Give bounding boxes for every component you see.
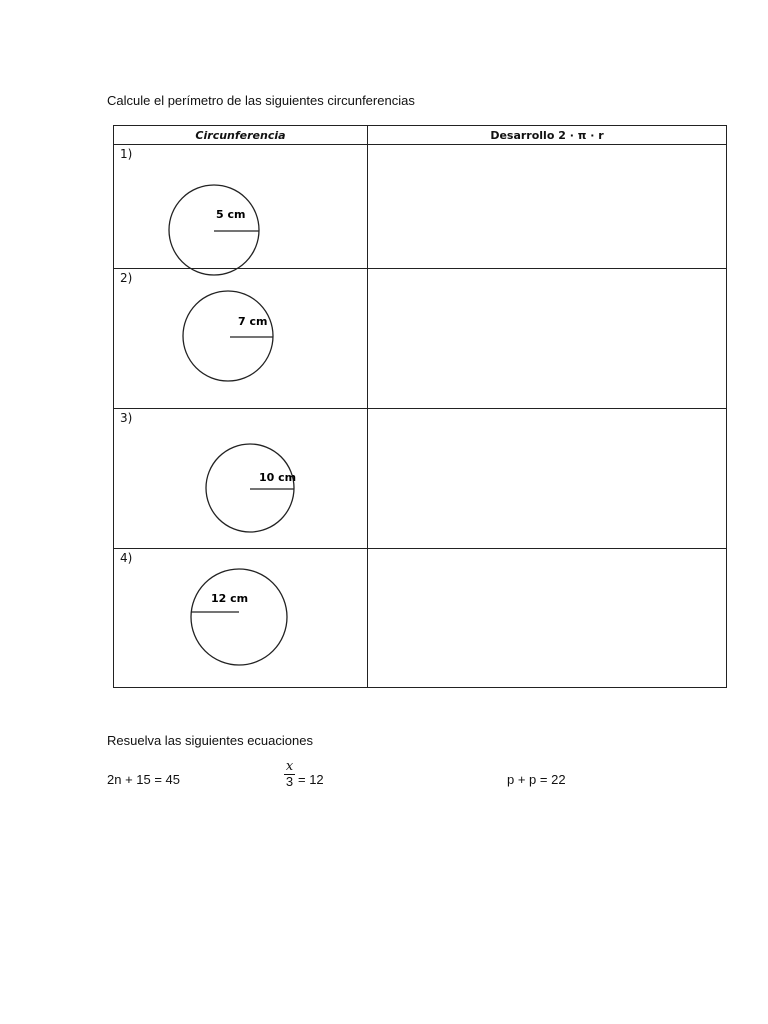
answer-cell[interactable] — [368, 269, 727, 409]
answer-cell[interactable] — [368, 549, 727, 688]
equation-1: 2n + 15 = 45 — [107, 772, 181, 787]
table-row — [114, 145, 727, 269]
circle-outline — [206, 444, 297, 532]
circle-cell — [114, 549, 368, 688]
header-desarrollo: Desarrollo 2 · π · r — [368, 126, 727, 145]
table-header-row — [114, 126, 727, 145]
equation-2-rhs: = 12 — [298, 772, 324, 787]
circle-outline — [169, 185, 259, 275]
answer-cell[interactable] — [368, 145, 727, 269]
answer-cell[interactable] — [368, 409, 727, 549]
section-title-perimeter: Calcule el perímetro de las siguientes circunferencias — [107, 93, 415, 108]
row-number: 1) — [120, 147, 133, 161]
equation-3: p + p = 22 — [507, 772, 566, 787]
circle-outline — [191, 569, 287, 665]
circle-cell — [114, 145, 368, 269]
table-row — [114, 549, 727, 688]
radius-label: 12 cm — [211, 592, 249, 605]
fraction-denominator: 3 — [285, 774, 294, 789]
radius-label: 7 cm — [238, 315, 268, 328]
circle-figure — [114, 409, 367, 548]
row-number: 2) — [120, 271, 133, 285]
circle-figure — [114, 145, 367, 268]
worksheet-table — [113, 125, 727, 688]
table-row — [114, 269, 727, 409]
row-number: 4) — [120, 551, 133, 565]
header-circunferencia: Circunferencia — [114, 126, 368, 145]
section-title-equations: Resuelva las siguientes ecuaciones — [107, 733, 313, 748]
circle-figure — [114, 549, 367, 687]
circle-cell — [114, 269, 368, 409]
circle-figure — [114, 269, 367, 408]
radius-label: 5 cm — [216, 208, 246, 221]
circle-cell — [114, 409, 368, 549]
circle-outline — [183, 291, 273, 381]
table-row — [114, 409, 727, 549]
row-number: 3) — [120, 411, 133, 425]
radius-label: 10 cm — [259, 471, 297, 484]
fraction-numerator: x — [285, 759, 294, 774]
equation-2-fraction — [284, 760, 295, 789]
